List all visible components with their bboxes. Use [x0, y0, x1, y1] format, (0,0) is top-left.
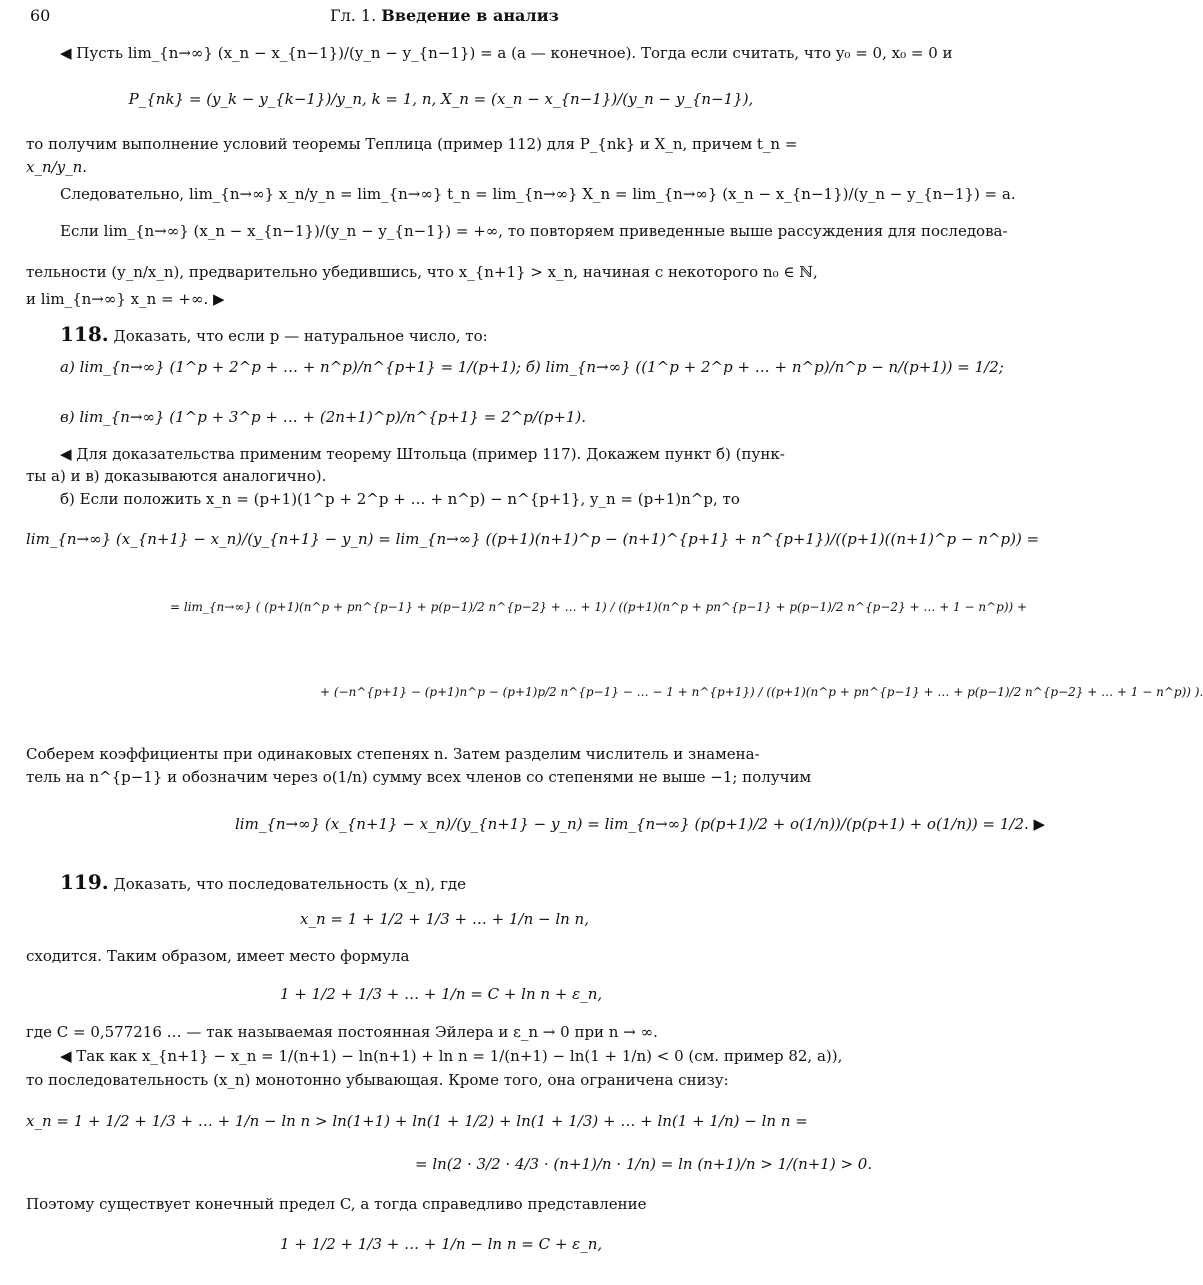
problem-statement: Доказать, что последовательность (x_n), где	[113, 875, 467, 893]
paragraph-line: то последовательность (x_n) монотонно убывающая. Кроме того, она ограничена снизу:	[26, 1071, 729, 1089]
paragraph-line: то получим выполнение условий теоремы Теплица (пример 112) для P_{nk} и X_n, причем t_n =	[26, 135, 798, 153]
equation-xn: x_n = 1 + 1/2 + 1/3 + … + 1/n − ln n,	[300, 910, 589, 928]
equation-tn: x_n/y_n.	[26, 158, 88, 176]
paragraph-line: где C = 0,577216 … — так называемая постоянная Эйлера и ε_n → 0 при n → ∞.	[26, 1023, 658, 1041]
paragraph-line: Если lim_{n→∞} (x_n − x_{n−1})/(y_n − y_{n−1}) = +∞, то повторяем приведенные выше рассуждения для последова-	[60, 222, 1008, 240]
equation-a-b: а) lim_{n→∞} (1^p + 2^p + … + n^p)/n^{p+1} = 1/(p+1); б) lim_{n→∞} ((1^p + 2^p + … + n^p)/n^p − n/(p+1)) = 1/2;	[60, 358, 1004, 376]
chapter-title: Введение в анализ	[381, 6, 559, 25]
paragraph-line: тель на n^{p−1} и обозначим через o(1/n) сумму всех членов со степенями не выше −1; получим	[26, 768, 812, 786]
page-header	[0, 0, 875, 30]
paragraph-line: б) Если положить x_n = (p+1)(1^p + 2^p + … + n^p) − n^{p+1}, y_n = (p+1)n^p, то	[60, 490, 740, 508]
paragraph-line: Поэтому существует конечный предел C, а тогда справедливо представление	[26, 1195, 647, 1213]
paragraph-line: ◀ Так как x_{n+1} − x_n = 1/(n+1) − ln(n+1) + ln n = 1/(n+1) − ln(1 + 1/n) < 0 (см. пример 82, а)),	[60, 1047, 843, 1065]
problem-number: 119.	[60, 870, 109, 894]
equation-final: 1 + 1/2 + 1/3 + … + 1/n − ln n = C + ε_n,	[280, 1235, 603, 1253]
equation-limit-a: Следовательно, lim_{n→∞} x_n/y_n = lim_{n→∞} t_n = lim_{n→∞} X_n = lim_{n→∞} (x_n − x_{n−1})/(y_n − y_{n−1}) = a.	[60, 185, 1016, 203]
equation-bound-1: x_n = 1 + 1/2 + 1/3 + … + 1/n − ln n > ln(1+1) + ln(1 + 1/2) + ln(1 + 1/3) + … + ln(1 + 1/n) − ln n =	[26, 1112, 808, 1130]
paragraph-line: ◀ Для доказательства применим теорему Штольца (пример 117). Докажем пункт б) (пунк-	[60, 445, 785, 463]
paragraph-line: Соберем коэффициенты при одинаковых степенях n. Затем разделим числитель и знамена-	[26, 745, 760, 763]
chapter-heading	[330, 6, 559, 26]
equation-pnk: P_{nk} = (y_k − y_{k−1})/y_n, k = 1, n, X_n = (x_n − x_{n−1})/(y_n − y_{n−1}),	[128, 90, 754, 108]
equation-stolz-2: = lim_{n→∞} ( (p+1)(n^p + pn^{p−1} + p(p−1)/2 n^{p−2} + … + 1) / ((p+1)(n^p + pn^{p−1} + p(p−1)/2 n^{p−2} + … + 1 − n^p)) +	[170, 600, 1028, 614]
paragraph-line: тельности (y_n/x_n), предварительно убедившись, что x_{n+1} > x_n, начиная с некоторого n₀ ∈ ℕ,	[26, 263, 818, 281]
equation-stolz-1: lim_{n→∞} (x_{n+1} − x_n)/(y_{n+1} − y_n) = lim_{n→∞} ((p+1)(n+1)^p − (n+1)^{p+1} + n^{p+1})/((p+1)((n+1)^p − n^p)) =	[26, 530, 1040, 548]
paragraph-line: и lim_{n→∞} x_n = +∞. ▶	[26, 290, 225, 308]
equation-limit-half: lim_{n→∞} (x_{n+1} − x_n)/(y_{n+1} − y_n) = lim_{n→∞} (p(p+1)/2 + o(1/n))/(p(p+1) + o(1/n)) = 1/2. ▶	[235, 815, 1046, 833]
problem-number: 118.	[60, 322, 109, 346]
equation-stolz-3: + (−n^{p+1} − (p+1)n^p − (p+1)p/2 n^{p−1} − … − 1 + n^{p+1}) / ((p+1)(n^p + pn^{p−1} + … + p(p−1)/2 n^{p−2} + … + 1 − n^p)) ).	[320, 685, 1203, 699]
equation-euler: 1 + 1/2 + 1/3 + … + 1/n = C + ln n + ε_n,	[280, 985, 603, 1003]
paragraph-line: сходится. Таким образом, имеет место формула	[26, 947, 410, 965]
equation-bound-2: = ln(2 · 3/2 · 4/3 · (n+1)/n · 1/n) = ln (n+1)/n > 1/(n+1) > 0.	[415, 1155, 873, 1173]
equation-v: в) lim_{n→∞} (1^p + 3^p + … + (2n+1)^p)/n^{p+1} = 2^p/(p+1).	[60, 408, 587, 426]
page-number: 60	[30, 6, 51, 25]
problem-statement: Доказать, что если p — натуральное число, то:	[113, 327, 488, 345]
chapter-prefix: Гл. 1.	[330, 6, 377, 25]
paragraph-line: ты а) и в) доказываются аналогично).	[26, 467, 327, 485]
problem-118	[60, 322, 488, 347]
proof-intro: ◀ Пусть lim_{n→∞} (x_n − x_{n−1})/(y_n − y_{n−1}) = a (a — конечное). Тогда если считать, что y₀ = 0, x₀ = 0 и	[60, 44, 953, 62]
problem-119	[60, 870, 466, 895]
